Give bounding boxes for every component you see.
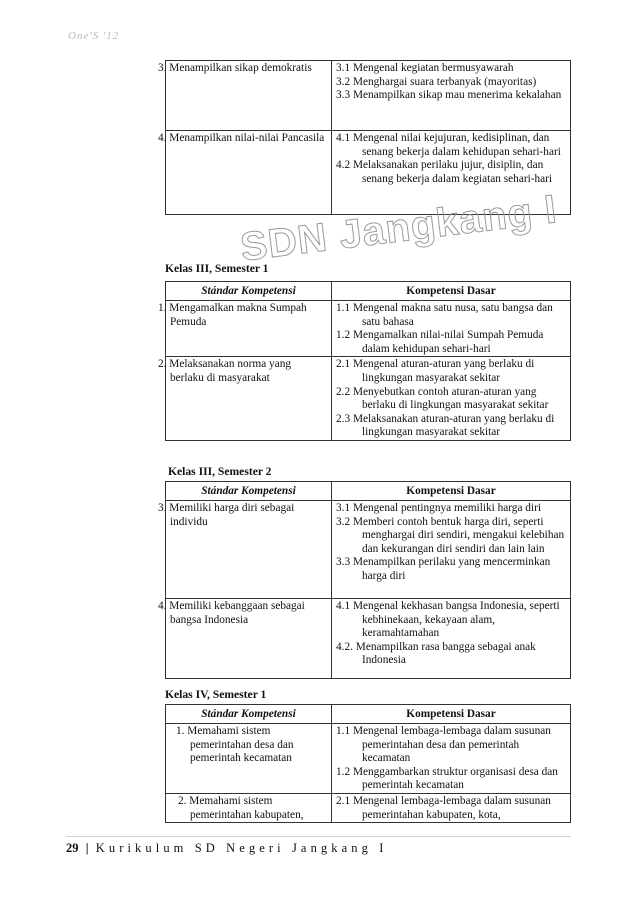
competency-item: 3.1 Mengenal kegiatan bermusyawarah [336,62,514,74]
competency-table [165,704,571,823]
table-header-row [166,482,571,501]
column-header: Kompetensi Dasar [332,705,571,724]
table-row [166,61,571,131]
competency-item: 4.1 Mengenal nilai kejujuran, kedisiplinan, dan senang bekerja dalam kehidupan sehari-hari [336,132,561,158]
competency-item: 1.1 Mengenal makna satu nusa, satu bangsa dan satu bahasa [336,302,553,328]
basic-competency-cell [332,131,571,215]
basic-competency-cell [332,599,571,679]
competency-item: 3.3 Menampilkan sikap mau menerima kekalahan [336,89,562,102]
basic-competency-cell [332,724,571,794]
page-number: 29 [66,841,79,855]
table-row [166,131,571,215]
header-mark: One'S '12 [68,30,120,42]
competency-item: 3.2 Menghargai suara terbanyak (mayoritas) [336,75,537,88]
competency-item: 1.2 Menggambarkan struktur organisasi desa dan pemerintah kecamatan [336,765,558,792]
page-footer [66,841,387,856]
competency-item: 2.3 Melaksanakan aturan-aturan yang berlaku di lingkungan masyarakat sekitar [336,412,555,439]
column-header: Kompetensi Dasar [332,482,571,501]
competency-item: 3.3 Menampilkan perilaku yang mencerminkan harga diri [336,556,551,582]
basic-competency-cell [332,357,571,441]
competency-item: 2.2 Menyebutkan contoh aturan-aturan yang berlaku di lingkungan masyarakat sekitar [336,385,549,412]
competency-item: 3.1 Mengenal pentingnya memiliki harga diri [336,502,541,514]
table-row [166,301,571,357]
standard-cell: 2. Melaksanakan norma yang berlaku di masyarakat [166,357,332,441]
footer-divider [66,836,571,837]
competency-item: 4.2. Menampilkan rasa bangga sebagai anak Indonesia [336,640,536,667]
competency-item: 2.1 Mengenal aturan-aturan yang berlaku di lingkungan masyarakat sekitar [336,358,535,384]
basic-competency-cell [332,501,571,599]
competency-item: 3.2 Memberi contoh bentuk harga diri, seperti menghargai diri sendiri, mengakui kelebihan dan kekurangan diri sendiri dan lain lain [336,515,565,555]
standard-cell: 4. Menampilkan nilai-nilai Pancasila [166,131,332,215]
competency-item: 1.1 Mengenal lembaga-lembaga dalam susunan pemerintahan desa dan pemerintah kecamatan [336,725,551,765]
table-header-row [166,705,571,724]
competency-item: 1.2 Mengamalkan nilai-nilai Sumpah Pemuda dalam kehidupan sehari-hari [336,329,544,355]
basic-competency-cell [332,301,571,357]
standard-cell: 2. Memahami sistem pemerintahan kabupaten, [166,794,332,823]
table-row [166,794,571,823]
document-title: Kurikulum SD Negeri Jangkang I [95,841,388,855]
competency-table-continued [158,60,571,215]
table-row [166,724,571,794]
standard-cell: 4. Memiliki kebanggaan sebagai bangsa Indonesia [166,599,332,679]
table-row [166,599,571,679]
column-header: Stándar Kompetensi [166,705,332,724]
basic-competency-cell [332,794,571,823]
standard-cell: 1. Mengamalkan makna Sumpah Pemuda [166,301,332,357]
competency-item: 4.1 Mengenal kekhasan bangsa Indonesia, seperti kebhinekaan, kekayaan alam, keramahtamahan [336,600,560,640]
column-header: Stándar Kompetensi [166,282,332,301]
standard-cell: 3. Menampilkan sikap demokratis [166,61,332,131]
competency-table [158,481,571,679]
table-header-row [166,282,571,301]
section-title: Kelas III, Semester 1 [165,262,269,275]
standard-cell: 1. Memahami sistem pemerintahan desa dan pemerintah kecamatan [166,724,332,794]
basic-competency-cell [332,61,571,131]
competency-item: 4.2 Melaksanakan perilaku jujur, disiplin, dan senang bekerja dalam kegiatan sehari-hari [336,159,553,185]
watermark-logo: SDN Jangkang I [238,187,560,270]
table-row [166,357,571,441]
competency-table [158,281,571,441]
column-header: Kompetensi Dasar [332,282,571,301]
competency-item: 2.1 Mengenal lembaga-lembaga dalam susunan pemerintahan kabupaten, kota, [336,795,551,821]
table-row [166,501,571,599]
column-header: Stándar Kompetensi [166,482,332,501]
section-title: Kelas IV, Semester 1 [165,688,267,701]
standard-cell: 3. Memiliki harga diri sebagai individu [166,501,332,599]
section-title: Kelas III, Semester 2 [168,465,272,478]
footer-separator: | [85,841,89,855]
